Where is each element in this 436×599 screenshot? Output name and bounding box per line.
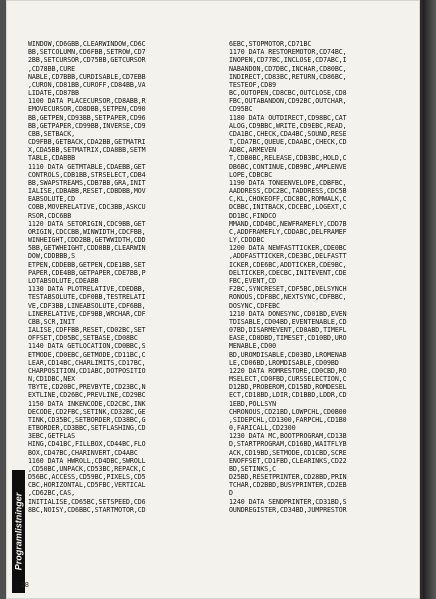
listing-line: F2BC,SYNCRESET,CDF5BC,DELSYNCH [229, 285, 347, 294]
listing-line: X,CDA5BB,SETMATRIX,CDA8BB,SETM [28, 146, 146, 155]
listing-line: CHARPOSITION,CD1ABC,DOTPOSITIO [28, 366, 146, 375]
listing-line: INDIRECT,CD83BC,RETURN,CD86BC, [229, 72, 347, 81]
listing-line: 1160 DATA HWROLL,CD4DBC,SWROLL [28, 456, 146, 465]
listing-line: TESTEOF,CD89 [229, 80, 277, 89]
listing-line: DECODE,CD2FBC,SETINK,CD32BC,GE [28, 407, 146, 416]
magazine-page [6, 0, 423, 599]
listing-line: MMAND,CDD4BC,NEWFRAMEFLY,CDD7B [229, 219, 347, 228]
listing-line: BB,SETCOLUMN,CD6FBB,SETROW,CD7 [28, 48, 146, 57]
listing-line: TCHAR,CD2BBD,BUSYPRINTER,CD2EB [229, 481, 347, 490]
section-banner [12, 470, 25, 593]
listing-line: EASE,CD0DBD,TIMESET,CD10BD,URO [229, 334, 347, 343]
listing-line: 1240 DATA SENDPRINTER,CD31BD,S [229, 497, 347, 506]
listing-line: AADDRESS,CDC2BC,TADDRESS,CDC5B [229, 187, 347, 196]
listing-line: ICKER,CDE6BC,ADDTICKER,CDE9BC, [229, 260, 347, 269]
listing-line: 1200 DATA NEWFASTTICKER,CDE0BC [229, 244, 347, 253]
listing-line: IALISE,CDFFBB,RESET,CD02BC,SET [28, 326, 146, 335]
page-binding-edge [423, 0, 436, 599]
listing-line: BB,SWAPSTREAMS,CDB7BB,GRA,INIT [28, 178, 146, 187]
listing-line: LY,CDDDBC [229, 236, 265, 245]
listing-line: ECT,CD18BD,LDIR,CD1BBD,LDDR,CD [229, 391, 347, 400]
listing-line: 1190 DATA TONEENVELOPE,CDBFBC, [229, 178, 347, 187]
listing-line: 07BD,DISARMEVENT,CD0ABD,TIMEFL [229, 326, 347, 335]
listing-line: D25BD,RESETPRINTER,CD28BD,PRIN [229, 473, 347, 482]
listing-line: CD9FBB,GETBACK,CDA2BB,GETMATRI [28, 138, 146, 147]
listing-line: RSOR,CDC6BB [28, 211, 72, 220]
listing-line: BB,GETPAPER,CD99BB,INVERSE,CD9 [28, 121, 146, 130]
listing-line: 0,FARICALL,CD2300 [229, 424, 296, 433]
listing-line: BC,OUTOPEN,CD8CBC,OUTCLOSE,CD8 [229, 89, 347, 98]
listing-line: DOW,CDDBBB,S [28, 252, 76, 261]
listing-line: HING,CD41BC,FILLBOX,CD44BC,FLO [28, 440, 146, 449]
listing-line: BB,GETPEN,CD93BB,SETPAPER,CD96 [28, 113, 146, 122]
listing-line: ETPEN,CDDEBB,GETPEN,CDE1BB,SET [28, 260, 146, 269]
listing-line: C,ADDFRAMEFLY,CDDABC,DELFRAMEF [229, 227, 347, 236]
listing-line: DELTICKER,CDECBC,INITEVENT,CDE [229, 268, 347, 277]
listing-line: ,SIDEPCHL,CD1300,FARPCHL,CD1B0 [229, 415, 347, 424]
listing-line: CBB,SETBACK, [28, 129, 76, 138]
listing-line: TINK,CD35BC,SETBORDER,CD38BC,G [28, 415, 146, 424]
listing-line: TESTABSOLUTE,CDF0BB,TESTRELATI [28, 293, 146, 302]
listing-line: WINHEIGHT,CDD2BB,GETWWIDTH,CDD [28, 236, 146, 245]
listing-line: CBC,HORIZONTAL,CD5FBC,VERTICAL [28, 481, 146, 490]
listing-line: 3EBC,GETFLAS [28, 432, 76, 441]
listing-line: FBC,OUTABANDON,CD92BC,OUTCHAR, [229, 97, 347, 106]
listing-line: T,CDA7BC,QUEUE,CDAABC,CHECK,CD [229, 138, 347, 147]
listing-line: NABANDON,CD7DBC,INCHAR,CD80BC, [229, 64, 347, 73]
listing-line: MSELECT,CD0FBD,CURSSELECTION,C [229, 375, 347, 384]
listing-line: ,CD50BC,UNPACK,CD53BC,REPACK,C [28, 464, 146, 473]
listing-line: 5BB,GETWHEIGHT,CDD8BB,CLEARWIN [28, 244, 146, 253]
listing-line: DCBBC,INITBACK,CDCEBC,LOGEXT,C [229, 203, 347, 212]
listing-line: D [229, 489, 233, 498]
listing-line: TDISABLE,CD04BD,EVENTENABLE,CD [229, 317, 347, 326]
listing-line: 1100 DATA PLACECURSOR,CD8ABB,R [28, 97, 146, 106]
listing-line: ORIGIN,CDCCBB,WINWIDTH,CDCFBB, [28, 227, 146, 236]
listing-line: BOX,CD47BC,CHARINVERT,CD4ABC [28, 448, 138, 457]
listing-line: 1230 DATA MC,BOOTPROGRAM,CD13B [229, 432, 347, 441]
listing-line: 1210 DATA DONESYNC,CD01BD,EVEN [229, 309, 347, 318]
listing-line: CONTROLS,CDB1BB,STRSELECT,CDB4 [28, 170, 146, 179]
listing-line: VE,CDF3BB,LINEABSOLUTE,CDF6BB, [28, 301, 146, 310]
listing-line: EXTLINE,CD26BC,PREVLINE,CD29BC [28, 391, 146, 400]
listing-line: ,CURON,CD81BB,CUROFF,CD84BB,VA [28, 80, 146, 89]
listing-line: ,ADDFASTTICKER,CDE3BC,DELFASTT [229, 252, 347, 261]
listing-line: TBYTE,CD20BC,PREVBYTE,CD23BC,N [28, 383, 146, 392]
listing-line: N,CD1DBC,NEX [28, 375, 76, 384]
listing-line: NABLE,CD7BBB,CURDISABLE,CD7EBB [28, 72, 146, 81]
listing-line: ENOFFSET,CD1FBD,CLEARINKS,CD22 [229, 456, 347, 465]
listing-line: LE,CD06BD,LROMDISABLE,CD09BD [229, 358, 339, 367]
listing-line: TABLE,CDABBB [28, 154, 76, 163]
listing-line: INITIALISE,CD65BC,SETSPEED,CD6 [28, 497, 146, 506]
listing-line: ,CD62BC,CAS, [28, 489, 76, 498]
listing-line: LOPE,CDBCBC [229, 170, 273, 179]
listing-line: 1170 DATA RESTOREMOTOR,CD74BC, [229, 48, 347, 57]
listing-line: 1180 DATA OUTDIRECT,CD98BC,CAT [229, 113, 347, 122]
listing-line: ADBC,ARMEVEN [229, 146, 277, 155]
listing-right-column [229, 40, 422, 514]
listing-line: 1150 DATA INKENCODE,CD2CBC,INK [28, 399, 146, 408]
section-banner-label: Programlistninger [13, 492, 24, 571]
listing-line: ETBORDER,CD3BBC,SETFLASHING,CD [28, 424, 146, 433]
listing-line: LIDATE,CD87BB [28, 89, 79, 98]
listing-line: 1EBD,POLLSYN [229, 399, 277, 408]
listing-line: COBB,MOVERELATIVE,CDC3BB,ASKCU [28, 203, 146, 212]
listing-line: LINERELATIVE,CDF9BB,WRCHAR,CDF [28, 309, 146, 318]
listing-line: 2BB,SETCURSOR,CD75BB,GETCURSOR [28, 56, 146, 65]
listing-line: CD95BC [229, 105, 253, 114]
listing-line: LOTABSOLUTE,CDEABB [28, 276, 99, 285]
listing-line: 6EBC,STOPMOTOR,CD71BC [229, 40, 312, 48]
listing-line: RONOUS,CDF8BC,NEXTSYNC,CDFBBC, [229, 293, 347, 302]
listing-line: IALISE,CDBABB,RESET,CDBDBB,MOV [28, 187, 146, 196]
page-number: 28 [21, 582, 29, 589]
listing-line: 1130 DATA PLOTRELATIVE,CDEDBB, [28, 285, 146, 294]
listing-line: T,CDB0BC,RELEASE,CDB3BC,HOLD,C [229, 154, 347, 163]
listing-line: D12BD,PROBEROM,CD15BD,ROMDESEL [229, 383, 347, 392]
listing-line: FBC,EVENT,CD [229, 276, 277, 285]
listing-line: 1120 DATA SETORIGIN,CDC9BB,GET [28, 219, 146, 228]
listing-line: ,CD78BB,CURE [28, 64, 76, 73]
listing-line: D,STARTPROGRAM,CD16BD,WAITFLYB [229, 440, 347, 449]
listing-line: 1220 DATA ROMRESTORE,CD0CBD,RO [229, 366, 347, 375]
listing-line: MENABLE,CD00 [229, 342, 277, 351]
listing-line: CBB,SCR,INIT [28, 317, 76, 326]
listing-line: DB6BC,CONTINUE,CDB9BC,AMPLENVE [229, 162, 347, 171]
listing-line: DOSYNC,CDFEBC [229, 301, 280, 310]
listing-line: D56BC,ACCESS,CD59BC,PIXELS,CD5 [28, 473, 146, 482]
listing-line: ACK,CD19BD,SETMODE,CD1CBD,SCRE [229, 448, 347, 457]
listing-line: 1110 DATA GETMTABLE,CDAEBB,GET [28, 162, 146, 171]
listing-line: DD1BC,FINDCO [229, 211, 277, 220]
listing-line: ALOG,CD9BBC,WRITE,CD9EBC,READ, [229, 121, 347, 130]
listing-line: OFFSET,CD05BC,SETBASE,CD08BC [28, 334, 138, 343]
listing-line: ETMODE,CD0EBC,GETMODE,CD11BC,C [28, 350, 146, 359]
listing-line: CHRONOUS,CD21BD,LOWPCHL,CD0B00 [229, 407, 347, 416]
listing-line: WINDOW,CD6GBB,CLEARWINDOW,CD6C [28, 40, 146, 48]
listing-line: C,KL,CHOKEOFF,CDC8BC,ROMWALK,C [229, 195, 347, 204]
listing-left-column [28, 40, 221, 514]
listing-line: OUNDREGISTER,CD34BD,JUMPRESTOR [229, 505, 347, 514]
listing-line: 1140 DATA GETLOCATION,CD0BBC,S [28, 342, 146, 351]
listing-line: BD,UROMDISABLE,CD03BD,LROMENAB [229, 350, 347, 359]
listing-line: PAPER,CDE4BB,GETPAPER,CDE7BB,P [28, 268, 146, 277]
listing-line: LEAR,CD14BC,CHARLIMITS,CD17BC, [28, 358, 146, 367]
listing-line: BD,SETINKS,C [229, 464, 277, 473]
listing-line: EABSOLUTE,CD [28, 195, 76, 204]
listing-line: INOPEN,CD77BC,INCLOSE,CD7ABC,I [229, 56, 347, 65]
listing-line: 8BC,NOISY,CD6BBC,STARTMOTOR,CD [28, 505, 146, 514]
listing-line: CDA1BC,CHECK,CDA4BC,SOUND,RESE [229, 129, 347, 138]
listing-line: EMOVECURSOR,CD8DBB,SETPEN,CD90 [28, 105, 146, 114]
